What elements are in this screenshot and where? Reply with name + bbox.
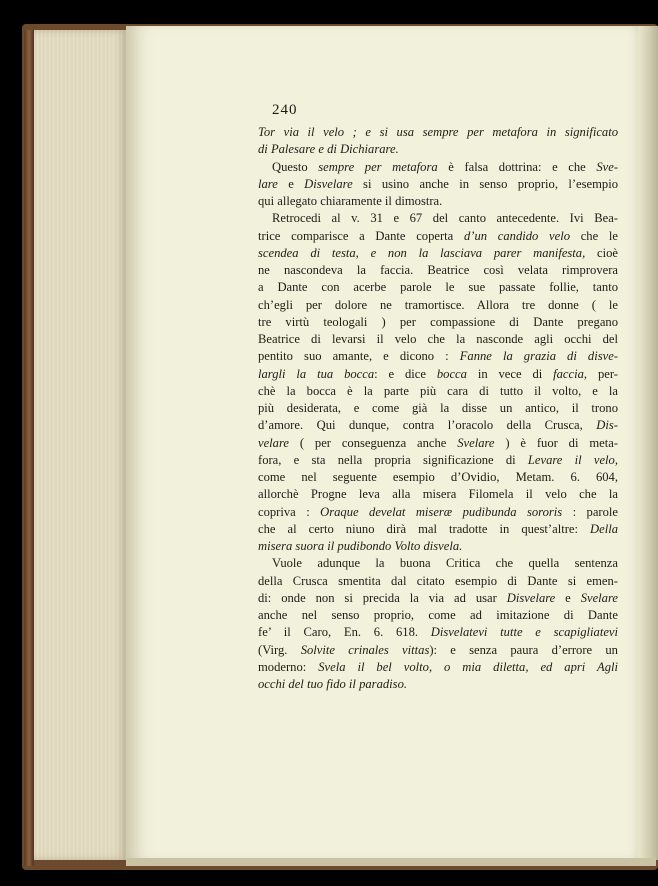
italic-text: Dis-: [596, 418, 618, 433]
italic-text: scendea di testa, e non la lasciava parer manifesta,: [258, 245, 586, 260]
text-segment: ch’egli per dolore ne tramortisce. Allora tre donne ( le: [258, 297, 618, 312]
page-stack-edges: [34, 30, 128, 860]
italic-text: Svelare: [580, 590, 618, 605]
text-line: [258, 124, 618, 141]
text-segment: Questo: [272, 159, 319, 174]
text-line: [258, 469, 618, 486]
text-segment: Vuole adunque la buona Critica che quella sentenza: [272, 556, 618, 571]
text-line: [258, 383, 618, 400]
italic-text: bocca: [436, 366, 467, 381]
text-line: [258, 193, 618, 210]
text-line: [258, 176, 618, 193]
italic-text: Fanne la grazia di disve-: [459, 349, 618, 364]
page-number: 240: [272, 102, 298, 118]
italic-text: Levare il velo,: [527, 452, 618, 467]
text-segment: moderno:: [258, 659, 319, 674]
text-segment: si usino anche in senso proprio, l’esempio: [352, 176, 618, 191]
text-segment: Retrocedi al v. 31 e 67 del canto antecedente. Ivi Bea-: [272, 211, 618, 226]
text-segment: ( per conseguenza anche: [289, 435, 458, 450]
text-line: [258, 607, 618, 624]
text-line: [258, 573, 618, 590]
text-segment: cioè: [585, 245, 619, 260]
text-segment: di: onde non si precida la via ad usar: [258, 590, 507, 605]
page-text: [258, 124, 618, 693]
italic-text: Tor via il velo ; e si usa sempre per metafora in significato: [258, 125, 618, 139]
text-segment: fe’ il Caro, En. 6. 618.: [258, 625, 431, 640]
text-segment: ) è fuor di meta-: [494, 435, 618, 450]
italic-text: faccia: [553, 366, 584, 381]
text-segment: che al certo niuno dirà mal tradotte in quest’altre:: [258, 521, 591, 536]
italic-text: di Palesare e di Dichiarare.: [258, 142, 399, 157]
italic-text: Disvelare: [506, 590, 556, 605]
text-line: [258, 555, 618, 572]
text-line: [258, 521, 618, 538]
text-line: [258, 348, 618, 365]
text-line: [258, 452, 618, 469]
text-line: [258, 141, 618, 158]
text-segment: in vece di: [466, 366, 554, 381]
text-segment: è falsa dottrina: e che: [437, 159, 597, 174]
italic-text: Solvite crinales vittas: [300, 642, 430, 657]
text-segment: a Dante con acerbe parole le sue passate follie, tanto: [258, 280, 618, 295]
italic-text: Disvelatevi tutte e scapigliatevi: [430, 625, 618, 640]
book-spine: [24, 30, 34, 866]
text-line: [258, 400, 618, 417]
italic-text: velare: [258, 435, 289, 450]
text-line: [258, 331, 618, 348]
italic-text: sempre per metafora: [318, 159, 438, 174]
text-segment: fora, e sta nella propria significazione di: [258, 452, 528, 467]
text-line: [258, 504, 618, 521]
italic-text: Svela il bel volto, o mia diletta, ed apri Agli: [318, 659, 618, 674]
italic-text: misera suora il pudibondo Volto disvela.: [258, 539, 463, 553]
text-segment: pentito suo amante, e dicono :: [258, 349, 460, 364]
text-line: [258, 642, 618, 659]
page-right-edge: [638, 26, 658, 860]
italic-text: lare: [258, 176, 278, 191]
italic-text: Sve-: [596, 159, 619, 174]
italic-text: Della: [590, 521, 618, 536]
text-segment: più desiderata, e come già la disse un antico, il trono: [258, 401, 618, 415]
text-line: [258, 486, 618, 503]
text-segment: allorchè Progne leva alla misera Filomela il velo che la: [258, 487, 618, 502]
text-line: [258, 228, 618, 245]
text-segment: ): e senza paura d’errore un: [429, 642, 618, 657]
text-line: [258, 262, 618, 279]
text-segment: : parole: [562, 504, 618, 519]
text-segment: , per-: [583, 366, 618, 381]
text-line: [258, 159, 618, 176]
text-line: [258, 279, 618, 296]
text-segment: chè la bocca è la parte più cara di tutto il volto, e la: [258, 383, 618, 398]
text-segment: qui allegato chiaramente il dimostra.: [258, 194, 443, 208]
text-line: [258, 417, 618, 434]
text-line: [258, 366, 618, 383]
text-segment: che le: [570, 228, 618, 243]
text-segment: ne nascondeva la faccia. Beatrice così velata rimprovera: [258, 263, 618, 277]
italic-text: Svelare: [457, 435, 495, 450]
italic-text: largli la tua bocca: [258, 366, 375, 381]
italic-text: Disvelare: [304, 176, 353, 191]
italic-text: occhi del tuo fido il paradiso.: [258, 677, 408, 691]
page-bottom-edge: [126, 858, 656, 866]
text-line: [258, 210, 618, 227]
text-line: [258, 676, 618, 693]
text-segment: Beatrice di levarsi il velo che la nasconde agli occhi del: [258, 332, 618, 346]
text-segment: della Crusca smentita dal citato esempio di Dante si emen-: [258, 573, 618, 588]
italic-text: Oraque develat miseræ pudibunda sororis: [320, 504, 563, 519]
text-segment: (Virg.: [258, 642, 301, 657]
text-line: [258, 659, 618, 676]
text-segment: : e dice: [374, 366, 437, 381]
text-segment: copriva :: [258, 504, 321, 519]
text-segment: d’amore. Qui dunque, contra l’oracolo della Crusca,: [258, 418, 597, 433]
text-segment: come nel seguente esempio d’Ovidio, Metam. 6. 604,: [258, 470, 618, 484]
text-line: [258, 245, 618, 262]
italic-text: d’un candido velo: [463, 228, 571, 243]
text-line: [258, 538, 618, 555]
text-segment: trice comparisce a Dante coperta: [258, 228, 464, 243]
text-line: [258, 297, 618, 314]
text-line: [258, 435, 618, 452]
text-line: [258, 590, 618, 607]
text-segment: e: [555, 590, 581, 605]
text-line: [258, 624, 618, 641]
text-segment: tre virtù teologali ) per compassione di Dante pregano: [258, 314, 618, 329]
text-segment: anche nel senso proprio, come ad imitazione di Dante: [258, 608, 618, 622]
text-segment: e: [277, 176, 305, 191]
text-line: [258, 314, 618, 331]
